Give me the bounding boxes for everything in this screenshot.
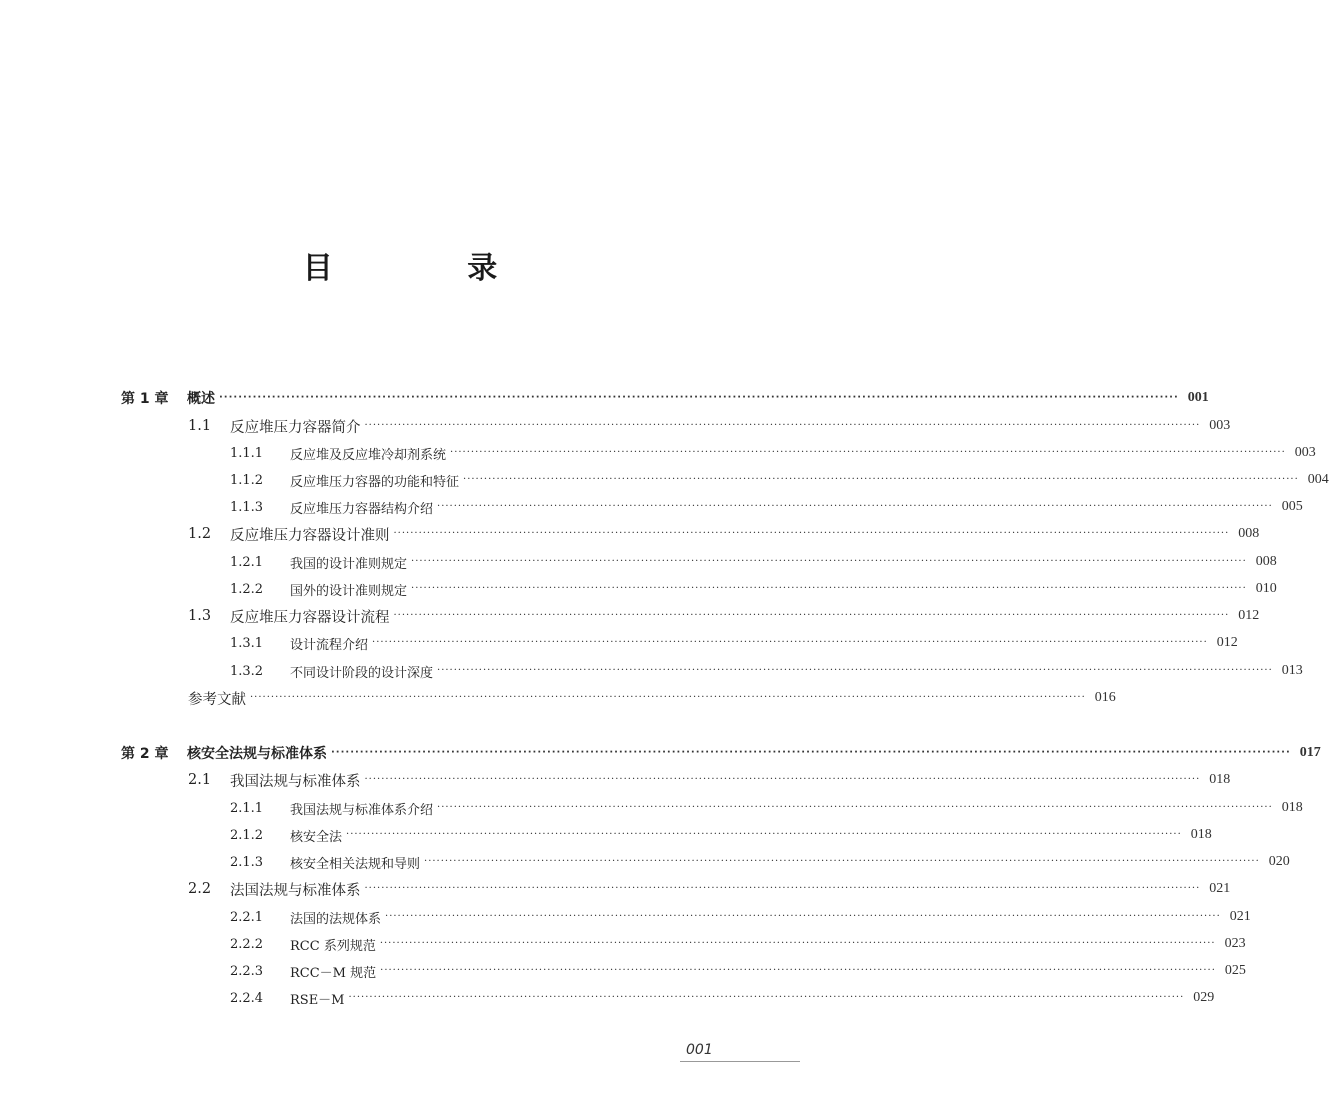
toc-entry-page: 021 (1209, 881, 1231, 896)
toc-entry-page: 029 (1193, 990, 1215, 1005)
dot-leader: ········································································································································································································ (463, 474, 1299, 485)
dot-leader: ········································································································································································································ (437, 665, 1273, 676)
toc-entry-number: 1.3.2 (230, 663, 264, 679)
toc-entry-number: 2.1 (188, 772, 212, 788)
dot-leader: ········································································································································································································ (372, 637, 1208, 648)
toc-entry[interactable] (188, 688, 1116, 708)
page-title: 目 录 (302, 251, 560, 286)
dot-leader: ········································································································································································································ (437, 802, 1273, 813)
dot-leader: ········································································································································································································ (331, 747, 1291, 758)
dot-leader: ········································································································································································································ (393, 528, 1230, 539)
toc-entry-page: 008 (1255, 554, 1277, 569)
toc-entry[interactable] (230, 633, 1238, 653)
toc-entry-title: 反应堆压力容器简介 (230, 419, 361, 436)
toc-entry-title: 核安全相关法规和导则 (290, 856, 421, 872)
toc-entry-title: 参考文献 (188, 691, 246, 708)
toc-entry-page: 018 (1190, 827, 1212, 842)
dot-leader: ········································································································································································································ (450, 447, 1286, 458)
toc-entry[interactable] (230, 470, 1329, 490)
toc-entry-number: 2.1.1 (230, 800, 264, 816)
toc-entry-number: 1.3.1 (230, 635, 264, 651)
toc-entry-number: 1.1.2 (230, 472, 264, 488)
toc-entry-number: 第 1 章 (121, 391, 169, 407)
toc-entry-title: 概述 (187, 391, 215, 407)
toc-entry[interactable] (121, 388, 1209, 408)
toc-entry[interactable] (188, 416, 1231, 436)
footer-page-number: 001 (686, 1042, 713, 1058)
dot-leader: ········································································································································································································ (380, 965, 1216, 976)
dot-leader: ········································································································································································································ (364, 774, 1201, 785)
toc-entry-title: RCC 系列规范 (290, 938, 376, 954)
toc-entry[interactable] (230, 907, 1251, 927)
toc-entry[interactable] (188, 770, 1231, 790)
toc-entry[interactable] (230, 552, 1277, 572)
toc-entry[interactable] (188, 606, 1260, 626)
toc-entry-page: 004 (1307, 472, 1329, 487)
toc-entry-title: 核安全法 (290, 829, 343, 845)
toc-entry-number: 1.1.1 (230, 445, 264, 461)
toc-entry-page: 003 (1294, 445, 1316, 460)
toc-entry-title: 反应堆压力容器结构介绍 (290, 501, 434, 517)
toc-entry-title: 我国法规与标准体系介绍 (290, 802, 434, 818)
toc-entry-number: 1.2.2 (230, 581, 264, 597)
dot-leader: ········································································································································································································ (424, 856, 1260, 867)
toc-entry[interactable] (230, 497, 1303, 517)
toc-entry-title: 反应堆及反应堆冷却剂系统 (290, 447, 447, 463)
dot-leader: ········································································································································································································ (393, 610, 1230, 621)
toc-entry-title: 法国的法规体系 (290, 911, 382, 927)
toc-entry-title: 反应堆压力容器设计准则 (230, 527, 390, 544)
toc-entry-number: 1.3 (188, 608, 212, 624)
toc-entry-number: 2.2.3 (230, 963, 264, 979)
toc-entry-number: 1.1 (188, 418, 212, 434)
toc-entry-page: 003 (1209, 418, 1231, 433)
toc-entry-title: 不同设计阶段的设计深度 (290, 665, 434, 681)
dot-leader: ········································································································································································································ (364, 420, 1201, 431)
toc-entry-page: 013 (1281, 663, 1303, 678)
toc-entry-title: 法国法规与标准体系 (230, 882, 361, 899)
toc-entry[interactable] (230, 988, 1215, 1008)
toc-entry[interactable] (230, 825, 1212, 845)
toc-entry-page: 020 (1268, 854, 1290, 869)
toc-entry-page: 017 (1299, 745, 1321, 760)
toc-entry-number: 2.2.2 (230, 936, 264, 952)
toc-entry-title: 反应堆压力容器的功能和特征 (290, 474, 460, 490)
toc-entry-number: 2.1.2 (230, 827, 264, 843)
toc-entry-page: 008 (1238, 526, 1260, 541)
toc-entry-title: 设计流程介绍 (290, 637, 369, 653)
toc-entry[interactable] (230, 798, 1303, 818)
toc-entry-page: 018 (1209, 772, 1231, 787)
toc-entry[interactable] (230, 961, 1246, 981)
toc-entry[interactable] (230, 852, 1290, 872)
toc-entry-number: 2.2.1 (230, 909, 264, 925)
toc-entry-page: 023 (1224, 936, 1246, 951)
dot-leader: ········································································································································································································ (411, 556, 1247, 567)
dot-leader: ········································································································································································································ (385, 911, 1221, 922)
footer-rule (680, 1061, 800, 1062)
toc-entry[interactable] (188, 524, 1260, 544)
toc-entry[interactable] (188, 879, 1231, 899)
dot-leader: ········································································································································································································ (379, 938, 1216, 949)
dot-leader: ········································································································································································································ (364, 883, 1201, 894)
toc-entry[interactable] (230, 934, 1246, 954)
dot-leader: ········································································································································································································ (348, 992, 1185, 1003)
toc-entry[interactable] (230, 661, 1303, 681)
toc-entry-page: 012 (1216, 635, 1238, 650)
dot-leader: ········································································································································································································ (250, 692, 1086, 703)
toc-entry-title: 核安全法规与标准体系 (187, 746, 327, 762)
toc-entry-page: 018 (1281, 800, 1303, 815)
toc-entry-number: 1.2 (188, 526, 212, 542)
toc-entry-title: RCC－M 规范 (290, 965, 377, 981)
toc-entry-number: 第 2 章 (121, 746, 169, 762)
toc-entry-title: 国外的设计准则规定 (290, 583, 408, 599)
toc-entry-number: 2.1.3 (230, 854, 264, 870)
toc-entry[interactable] (230, 579, 1277, 599)
toc-entry-page: 025 (1224, 963, 1246, 978)
toc-entry-title: 反应堆压力容器设计流程 (230, 609, 390, 626)
toc-entry-number: 1.2.1 (230, 554, 264, 570)
toc-entry-number: 2.2 (188, 881, 212, 897)
toc-entry-page: 012 (1238, 608, 1260, 623)
dot-leader: ········································································································································································································ (437, 501, 1273, 512)
toc-entry-page: 016 (1094, 690, 1116, 705)
dot-leader: ········································································································································································································ (219, 392, 1179, 403)
toc-entry-title: 我国的设计准则规定 (290, 556, 408, 572)
toc-entry-page: 001 (1187, 390, 1209, 405)
toc-entry-title: 我国法规与标准体系 (230, 773, 361, 790)
dot-leader: ········································································································································································································ (411, 583, 1247, 594)
toc-entry[interactable] (230, 443, 1316, 463)
dot-leader: ········································································································································································································ (346, 829, 1182, 840)
toc-entry-page: 010 (1255, 581, 1277, 596)
toc-entry-page: 021 (1229, 909, 1251, 924)
toc-entry-number: 2.2.4 (230, 990, 264, 1006)
toc-entry-page: 005 (1281, 499, 1303, 514)
toc-entry-number: 1.1.3 (230, 499, 264, 515)
toc-entry-title: RSE－M (290, 992, 345, 1008)
toc-entry[interactable] (121, 743, 1321, 763)
